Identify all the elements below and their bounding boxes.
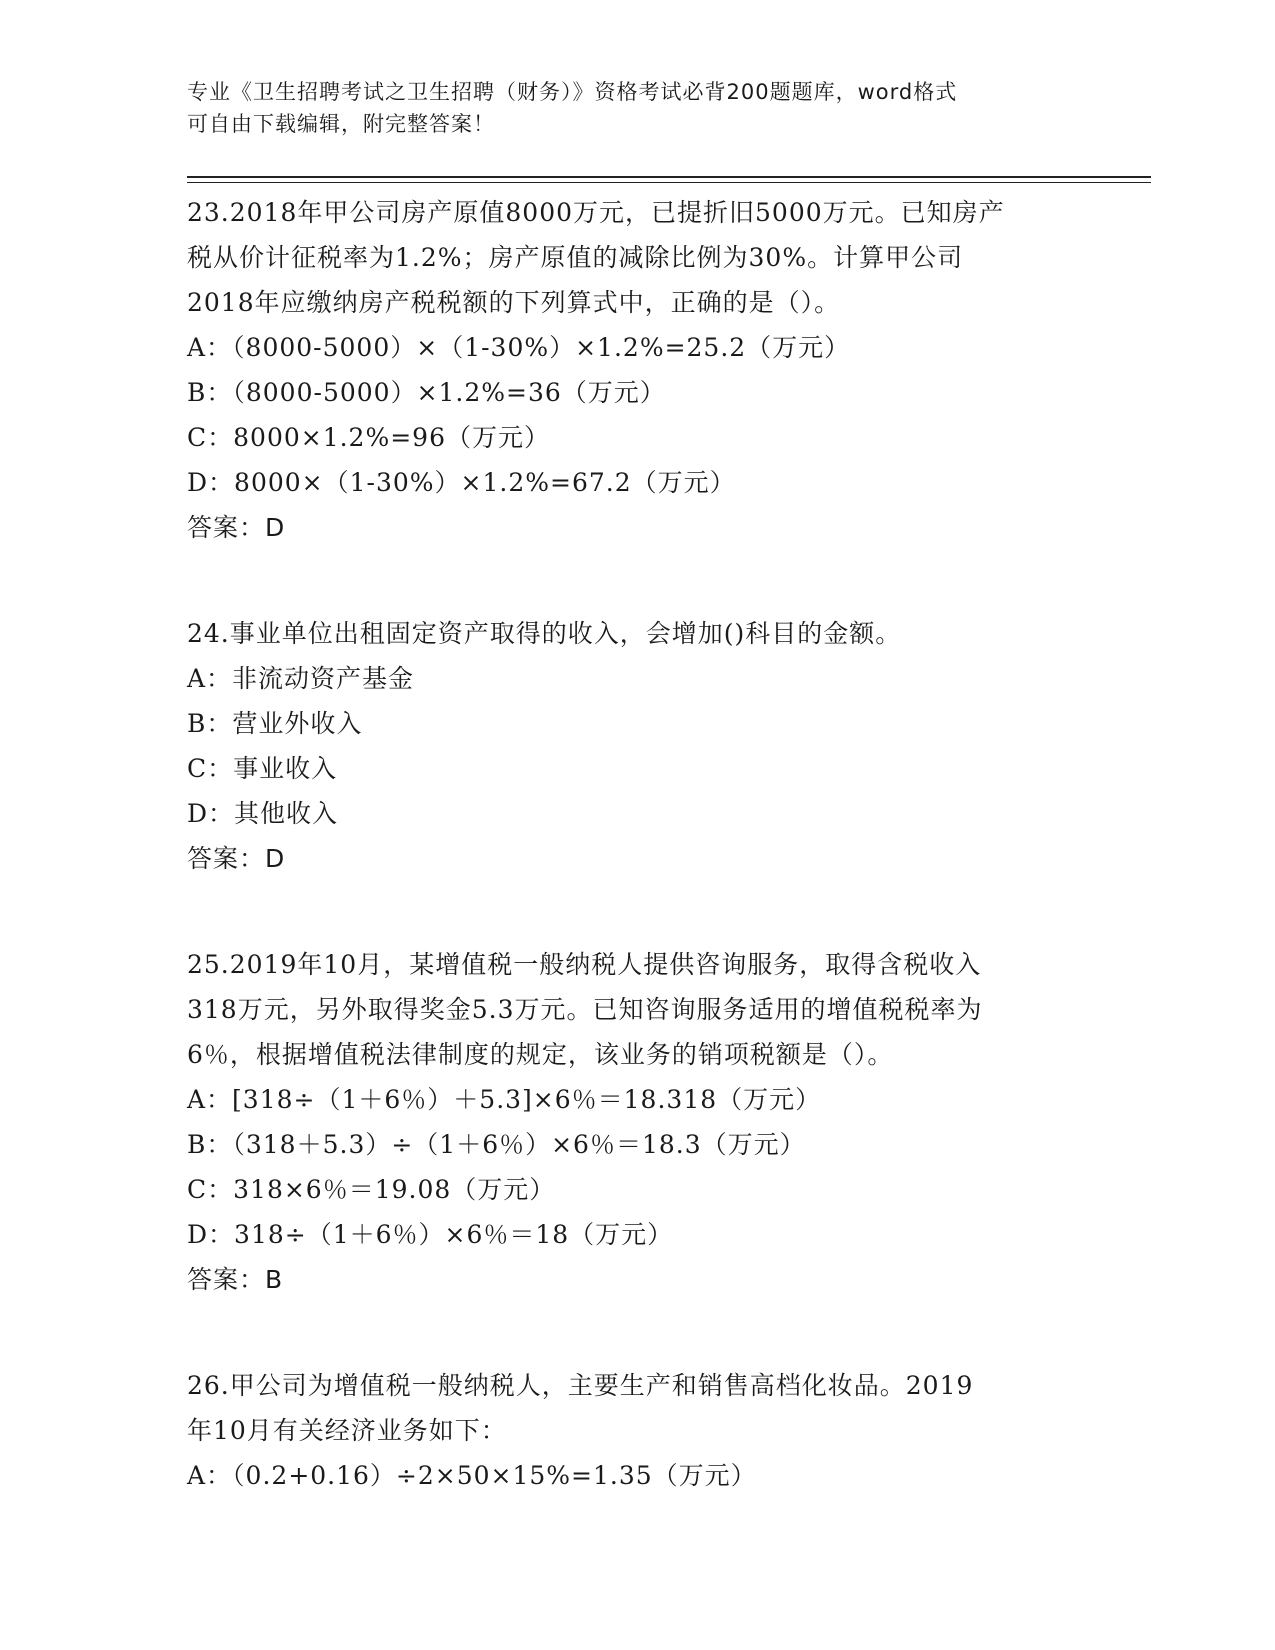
question-line: 23.2018年甲公司房产原值8000万元，已提折旧5000万元。已知房产 xyxy=(187,198,1005,227)
option-c: C：事业收入 xyxy=(187,754,338,783)
option-d: D：8000×（1-30%）×1.2%=67.2（万元） xyxy=(187,468,736,497)
option-a: A：非流动资产基金 xyxy=(187,664,415,693)
question-24 xyxy=(187,611,1087,881)
question-list xyxy=(187,190,1087,1559)
question-line: 25.2019年10月，某增值税一般纳税人提供咨询服务，取得含税收入 xyxy=(187,950,982,979)
option-b: B：（318＋5.3）÷（1＋6％）×6％＝18.3（万元） xyxy=(187,1130,806,1159)
option-d: D：其他收入 xyxy=(187,799,339,828)
header-divider-thick xyxy=(187,176,1151,178)
question-line: 税从价计征税率为1.2%；房产原值的减除比例为30%。计算甲公司 xyxy=(187,243,964,272)
option-c: C：318×6％＝19.08（万元） xyxy=(187,1175,556,1204)
question-25 xyxy=(187,942,1087,1302)
question-line: 6％，根据增值税法律制度的规定，该业务的销项税额是（）。 xyxy=(187,1040,894,1069)
question-text xyxy=(187,190,1087,325)
question-line: 318万元，另外取得奖金5.3万元。已知咨询服务适用的增值税税率为 xyxy=(187,995,983,1024)
answer: 答案：D xyxy=(187,844,286,873)
question-line: 26.甲公司为增值税一般纳税人，主要生产和销售高档化妆品。2019 xyxy=(187,1371,974,1400)
question-line: 2018年应缴纳房产税税额的下列算式中，正确的是（）。 xyxy=(187,288,841,317)
answer: 答案：B xyxy=(187,1265,284,1294)
option-a: A：（0.2+0.16）÷2×50×15%=1.35（万元） xyxy=(187,1461,757,1490)
question-text xyxy=(187,611,1087,656)
header-divider-thin xyxy=(187,182,1151,183)
option-a: A：（8000-5000）×（1-30%）×1.2%=25.2（万元） xyxy=(187,333,851,362)
option-d: D：318÷（1＋6％）×6％＝18（万元） xyxy=(187,1220,674,1249)
question-line: 年10月有关经济业务如下： xyxy=(187,1416,507,1445)
question-23 xyxy=(187,190,1087,550)
header-line-2: 可自由下载编辑，附完整答案！ xyxy=(187,112,495,136)
option-b: B：营业外收入 xyxy=(187,709,363,738)
question-line: 24.事业单位出租固定资产取得的收入，会增加()科目的金额。 xyxy=(187,619,902,648)
question-26 xyxy=(187,1363,1087,1498)
question-text xyxy=(187,1363,1087,1453)
option-c: C：8000×1.2%=96（万元） xyxy=(187,423,550,452)
option-a: A：[318÷（1＋6％）＋5.3]×6％＝18.318（万元） xyxy=(187,1085,822,1114)
header-line-1: 专业《卫生招聘考试之卫生招聘（财务）》资格考试必背200题题库，word格式 xyxy=(187,80,958,104)
question-text xyxy=(187,942,1087,1077)
document-header xyxy=(187,76,1087,140)
option-b: B：（8000-5000）×1.2%=36（万元） xyxy=(187,378,666,407)
answer: 答案：D xyxy=(187,513,286,542)
